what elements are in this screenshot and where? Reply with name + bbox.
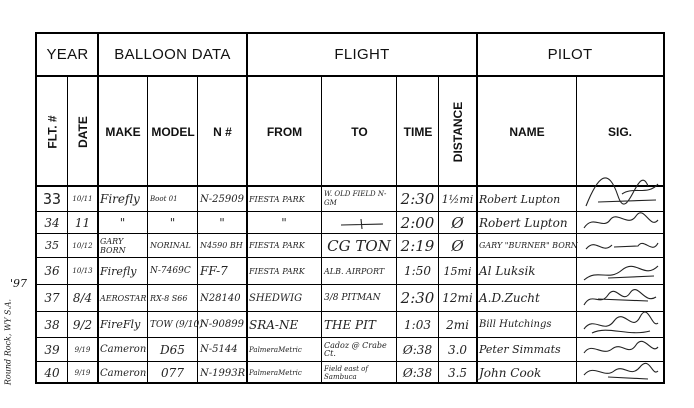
col-flt: FLT. # <box>45 115 60 149</box>
cell-make: AEROSTAR <box>100 293 147 303</box>
cell-date: 10/13 <box>72 267 93 275</box>
col-to: TO <box>351 125 368 139</box>
cell-n: N-1993R <box>200 367 246 379</box>
cell-from: SHEDWIG <box>249 292 303 304</box>
cell-to: Cadoz @ Crabe Ct. <box>324 340 387 358</box>
cell-date: 10/12 <box>72 241 93 250</box>
cell-model: NORINAL <box>150 241 191 250</box>
group-flight: FLIGHT <box>247 34 477 77</box>
col-from: FROM <box>266 125 303 139</box>
margin-vertical-note: Round Rock, WY S.A. <box>3 298 13 386</box>
cell-model: TOW (9/10) <box>150 319 203 330</box>
pilot-signature-5 <box>578 285 662 312</box>
cell-distance: 3.0 <box>447 342 468 357</box>
cell-to: CG TON <box>327 236 391 255</box>
cell-to: Field east of Sambuca <box>324 365 368 381</box>
cell-time: 1:50 <box>404 264 431 278</box>
cell-to: ALB. AIRPORT <box>324 266 385 276</box>
cell-time: 2:19 <box>400 236 435 255</box>
cell-make: FireFly <box>100 318 141 331</box>
group-balloon-data: BALLOON DATA <box>98 34 247 77</box>
pilot-signature-6 <box>578 311 662 338</box>
cell-model: " <box>169 215 176 230</box>
cell-name: A.D.Zucht <box>479 291 540 305</box>
group-year: YEAR <box>37 34 98 77</box>
pilot-signature-3 <box>578 233 662 258</box>
cell-n: N28140 <box>200 292 241 304</box>
cell-n: FF-7 <box>200 264 228 278</box>
col-make: MAKE <box>105 125 141 139</box>
cell-date: 8/4 <box>72 291 93 305</box>
cell-time: Ø:38 <box>402 342 433 357</box>
cell-distance: 15mi <box>443 264 472 278</box>
cell-from: SRA-NE <box>249 317 299 332</box>
cell-to: THE PIT <box>324 317 376 332</box>
ditto-dash-mark <box>337 217 387 231</box>
cell-flt: 36 <box>44 264 60 278</box>
cell-name: Robert Lupton <box>479 215 568 230</box>
cell-n: N-25909 <box>200 193 244 205</box>
cell-from: " <box>281 215 287 230</box>
cell-time: 2:30 <box>400 190 435 208</box>
cell-n: " <box>219 215 225 230</box>
pilot-signature-7 <box>578 337 662 362</box>
cell-n: N-90899 <box>200 319 244 330</box>
cell-date: 9/19 <box>74 345 91 354</box>
cell-from: FIESTA PARK <box>249 266 305 276</box>
cell-from: PalmeraMetric <box>249 369 302 377</box>
cell-name: Robert Lupton <box>479 192 561 206</box>
cell-name: John Cook <box>479 366 542 380</box>
cell-model: RX-8 S66 <box>150 293 188 303</box>
cell-date: 9/2 <box>72 317 93 332</box>
col-n: N # <box>213 125 232 139</box>
cell-distance: 12mi <box>442 291 473 305</box>
cell-distance: 3.5 <box>447 366 468 380</box>
cell-n: N-5144 <box>200 344 238 355</box>
col-date: DATE <box>76 116 90 148</box>
pilot-signature-2 <box>578 210 662 234</box>
cell-to: W. OLD FIELD N-GM <box>324 190 387 207</box>
cell-from: FIESTA PARK <box>249 241 305 250</box>
cell-model: Boot 01 <box>150 195 178 203</box>
cell-flt: 39 <box>44 342 60 357</box>
cell-date: 10/11 <box>72 195 93 203</box>
cell-make: " <box>119 215 126 230</box>
pilot-signature-8 <box>578 361 662 384</box>
cell-time: Ø:38 <box>402 366 433 380</box>
cell-time: 2:00 <box>400 213 435 232</box>
cell-distance: 2mi <box>446 317 469 332</box>
cell-flt: 34 <box>44 215 60 230</box>
cell-flt: 37 <box>44 291 60 305</box>
cell-time: 1:03 <box>404 317 431 332</box>
cell-n: N4590 BH <box>200 241 243 250</box>
cell-date: 9/19 <box>74 369 91 377</box>
cell-time: 2:30 <box>400 289 435 307</box>
col-model: MODEL <box>151 125 195 139</box>
cell-flt: 40 <box>44 366 60 380</box>
cell-to: 3/8 PITMAN <box>324 292 381 303</box>
cell-name: Al Luksik <box>479 264 536 278</box>
cell-model: D65 <box>160 342 185 357</box>
flight-log-table <box>35 32 665 384</box>
cell-flt: 38 <box>44 317 60 332</box>
cell-name: GARY "BURNER" BORN <box>479 241 578 250</box>
col-name: NAME <box>509 125 545 139</box>
cell-date: 11 <box>74 215 91 230</box>
group-pilot: PILOT <box>477 34 663 77</box>
cell-model: 077 <box>161 366 184 380</box>
cell-from: PalmeraMetric <box>249 345 302 354</box>
cell-distance: Ø <box>451 236 464 255</box>
cell-make: Firefly <box>100 264 137 278</box>
col-distance: DISTANCE <box>451 101 466 163</box>
pilot-signature-1 <box>578 156 662 212</box>
cell-distance: 1½mi <box>441 192 474 206</box>
cell-flt: 33 <box>42 190 62 208</box>
col-sig: SIG. <box>607 125 632 139</box>
cell-flt: 35 <box>45 239 59 252</box>
col-time: TIME <box>403 125 433 139</box>
cell-make: Cameron <box>100 367 147 379</box>
cell-name: Bill Hutchings <box>479 319 552 330</box>
cell-from: FIESTA PARK <box>249 194 305 204</box>
margin-year-note: '97 <box>10 277 28 290</box>
pilot-signature-4 <box>578 258 662 285</box>
cell-make: Cameron <box>100 344 147 355</box>
cell-make: GARY BORN <box>100 236 126 255</box>
cell-make: Firefly <box>100 192 140 206</box>
cell-distance: Ø <box>451 213 464 232</box>
cell-model: N-7469C <box>150 266 191 276</box>
cell-name: Peter Simmats <box>479 343 561 356</box>
